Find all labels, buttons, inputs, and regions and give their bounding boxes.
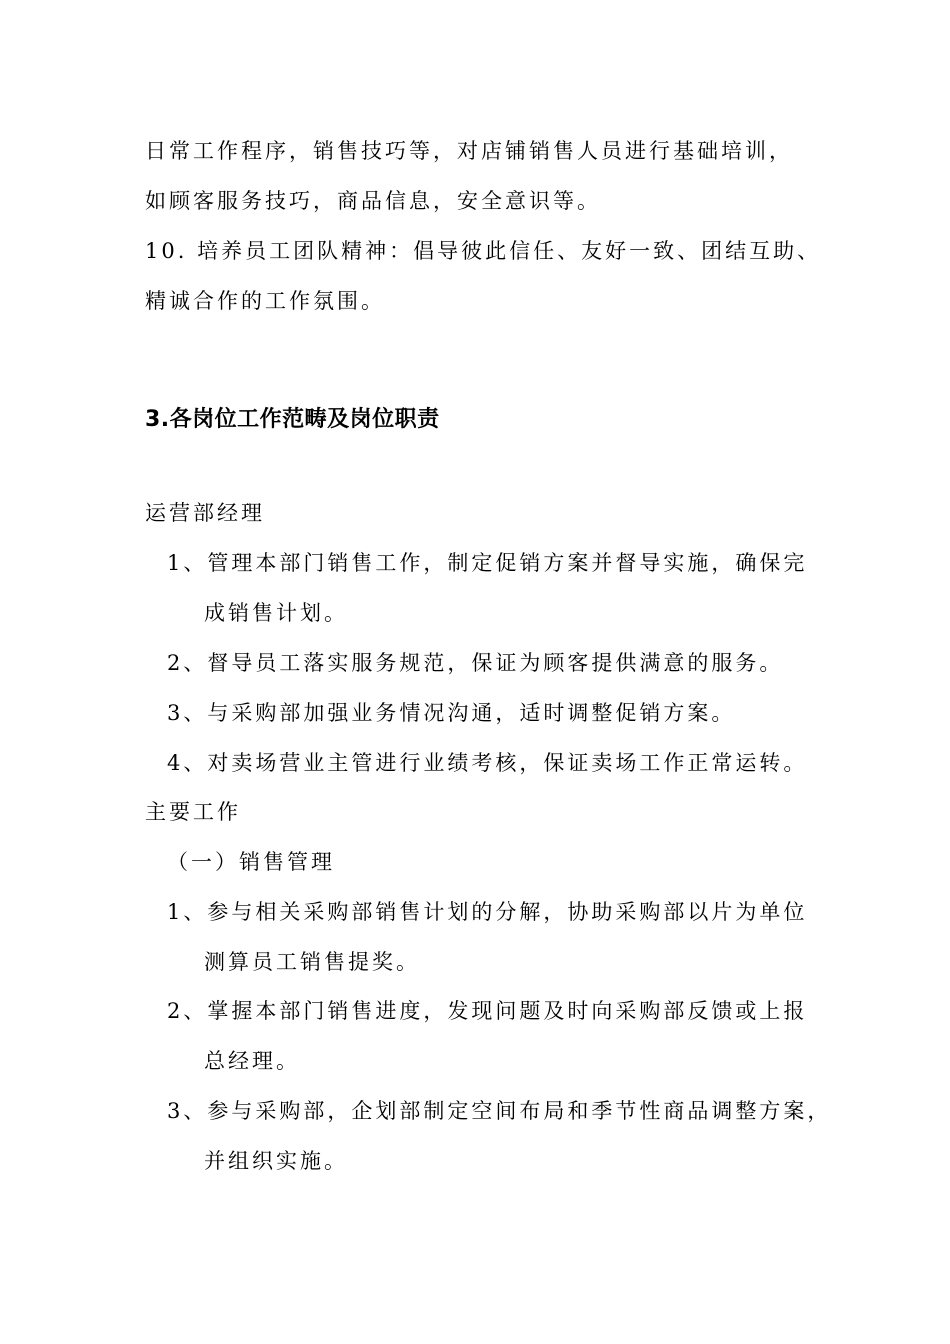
intro-line-2: 如顾客服务技巧，商品信息，安全意识等。 (145, 189, 601, 213)
work-item-2-line-1: 2、掌握本部门销售进度，发现问题及时向采购部反馈或上报 (167, 999, 808, 1023)
duty-2: 2、督导员工落实服务规范，保证为顾客提供满意的服务。 (167, 651, 784, 675)
work-item-1-line-2: 测算员工销售提奖。 (204, 950, 420, 974)
section-heading: 3.各岗位工作范畴及岗位职责 (145, 407, 440, 432)
duty-1-line-1: 1、管理本部门销售工作，制定促销方案并督导实施，确保完 (167, 551, 808, 575)
main-work-title: 主要工作 (145, 800, 241, 824)
work-item-1-line-1: 1、参与相关采购部销售计划的分解，协助采购部以片为单位 (167, 900, 808, 924)
intro-line-3: 10. 培养员工团队精神：倡导彼此信任、友好一致、团结互助、 (145, 239, 822, 263)
intro-line-1: 日常工作程序，销售技巧等，对店铺销售人员进行基础培训， (145, 139, 793, 163)
duty-1-line-2: 成销售计划。 (204, 601, 348, 625)
work-item-2-line-2: 总经理。 (204, 1049, 300, 1073)
subsection-title: （一）销售管理 (167, 850, 335, 874)
work-item-3-line-2: 并组织实施。 (204, 1149, 348, 1173)
intro-line-4: 精诚合作的工作氛围。 (145, 289, 385, 313)
duty-4: 4、对卖场营业主管进行业绩考核，保证卖场工作正常运转。 (167, 751, 808, 775)
work-item-3-line-1: 3、参与采购部，企划部制定空间布局和季节性商品调整方案， (167, 1099, 832, 1123)
role-title: 运营部经理 (145, 501, 265, 525)
duty-3: 3、与采购部加强业务情况沟通，适时调整促销方案。 (167, 701, 736, 725)
